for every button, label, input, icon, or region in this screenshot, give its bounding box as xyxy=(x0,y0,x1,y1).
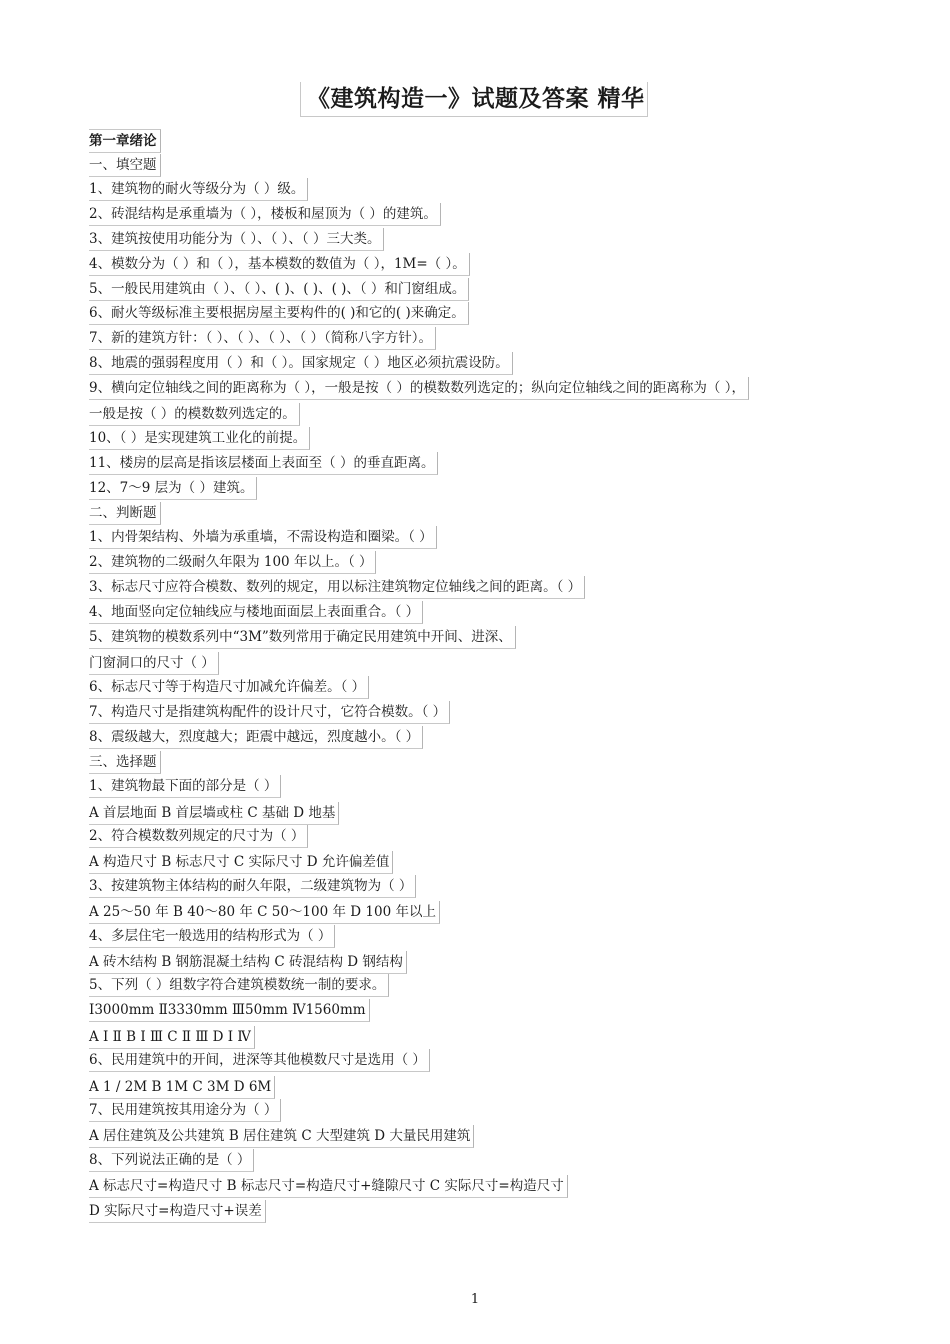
choice-options: A 居住建筑及公共建筑 B 居住建筑 C 大型建筑 D 大量民用建筑 xyxy=(89,1125,474,1148)
choice-options: A 标志尺寸=构造尺寸 B 标志尺寸=构造尺寸+缝隙尺寸 C 实际尺寸=构造尺寸 xyxy=(89,1175,568,1198)
text-line: 7、构造尺寸是指建筑构配件的设计尺寸，它符合模数。（ ） xyxy=(89,701,450,724)
text-line: 4、多层住宅一般选用的结构形式为（ ） xyxy=(89,925,335,948)
text-line: 9、横向定位轴线之间的距离称为（ ），一般是按（ ）的模数数列选定的；纵向定位轴线之间的距离称为（ ）， xyxy=(89,377,749,400)
text-line: 5、下列（ ）组数字符合建筑模数统一制的要求。 xyxy=(89,974,389,997)
text-line: 3、建筑按使用功能分为（ ）、（ ）、（ ）三大类。 xyxy=(89,228,384,251)
choice-options: A 首层地面 B 首层墙或柱 C 基础 D 地基 xyxy=(89,802,339,825)
text-line: 8、地震的强弱程度用（ ）和（ ）。国家规定（ ）地区必须抗震设防。 xyxy=(89,352,513,375)
text-line: 3、标志尺寸应符合模数、数列的规定，用以标注建筑物定位轴线之间的距离。（ ） xyxy=(89,576,585,599)
text-line: 4、模数分为（ ）和（ ），基本模数的数值为（ ），1M=（ ）。 xyxy=(89,253,470,276)
choice-options: A Ⅰ Ⅱ B Ⅰ Ⅲ C Ⅱ Ⅲ D Ⅰ Ⅳ xyxy=(89,1026,255,1049)
text-line: 5、一般民用建筑由（ ）、（ ）、( )、( )、( )、（ ）和门窗组成。 xyxy=(89,278,469,301)
text-line: 2、符合模数数列规定的尺寸为（ ） xyxy=(89,825,308,848)
text-line: 4、地面竖向定位轴线应与楼地面面层上表面重合。（ ） xyxy=(89,601,423,624)
document-title: 《建筑构造一》试题及答案 精华 xyxy=(300,82,648,117)
text-line: 1、建筑物最下面的部分是（ ） xyxy=(89,775,281,798)
text-line: 8、震级越大，烈度越大；距震中越远，烈度越小。（ ） xyxy=(89,726,423,749)
chapter-heading: 第一章绪论 xyxy=(89,129,161,153)
choice-options: A 构造尺寸 B 标志尺寸 C 实际尺寸 D 允许偏差值 xyxy=(89,851,393,874)
text-line: 6、耐火等级标准主要根据房屋主要构件的( )和它的( )来确定。 xyxy=(89,302,469,325)
text-line: 2、建筑物的二级耐久年限为 100 年以上。（ ） xyxy=(89,551,376,574)
text-line: 门窗洞口的尺寸（ ） xyxy=(89,652,219,675)
text-line: 11、楼房的层高是指该层楼面上表面至（ ）的垂直距离。 xyxy=(89,452,438,475)
text-line: 12、7～9 层为（ ）建筑。 xyxy=(89,477,257,500)
page-number: 1 xyxy=(470,1292,480,1307)
text-line: 7、新的建筑方针：（ ）、（ ）、（ ）、（ ）（简称八字方针）。 xyxy=(89,327,436,350)
choice-options: A 25～50 年 B 40～80 年 C 50～100 年 D 100 年以上 xyxy=(89,901,440,924)
choice-options: D 实际尺寸=构造尺寸+误差 xyxy=(89,1200,266,1223)
text-line: 6、民用建筑中的开间，进深等其他模数尺寸是选用（ ） xyxy=(89,1049,430,1072)
section-heading-multiple-choice: 三、选择题 xyxy=(89,751,161,774)
choice-options: A 砖木结构 B 钢筋混凝土结构 C 砖混结构 D 钢结构 xyxy=(89,951,407,974)
text-line: 3、按建筑物主体结构的耐久年限，二级建筑物为（ ） xyxy=(89,875,416,898)
text-line: 10、（ ）是实现建筑工业化的前提。 xyxy=(89,427,310,450)
text-line: 一般是按（ ）的模数数列选定的。 xyxy=(89,403,300,426)
text-line: 5、建筑物的模数系列中“3M”数列常用于确定民用建筑中开间、进深、 xyxy=(89,626,516,649)
choice-options: Ⅰ3000mm Ⅱ3330mm Ⅲ50mm Ⅳ1560mm xyxy=(89,999,370,1022)
text-line: 2、砖混结构是承重墙为（ ），楼板和屋顶为（ ）的建筑。 xyxy=(89,203,441,226)
text-line: 6、标志尺寸等于构造尺寸加减允许偏差。（ ） xyxy=(89,676,369,699)
text-line: 1、内骨架结构、外墙为承重墙，不需设构造和圈梁。（ ） xyxy=(89,526,437,549)
text-line: 7、民用建筑按其用途分为（ ） xyxy=(89,1099,281,1122)
section-heading-true-false: 二、判断题 xyxy=(89,502,161,525)
text-line: 1、建筑物的耐火等级分为（ ）级。 xyxy=(89,178,308,201)
choice-options: A 1 / 2M B 1M C 3M D 6M xyxy=(89,1076,275,1099)
section-heading-fill-blank: 一、填空题 xyxy=(89,154,161,177)
text-line: 8、下列说法正确的是（ ） xyxy=(89,1149,254,1172)
